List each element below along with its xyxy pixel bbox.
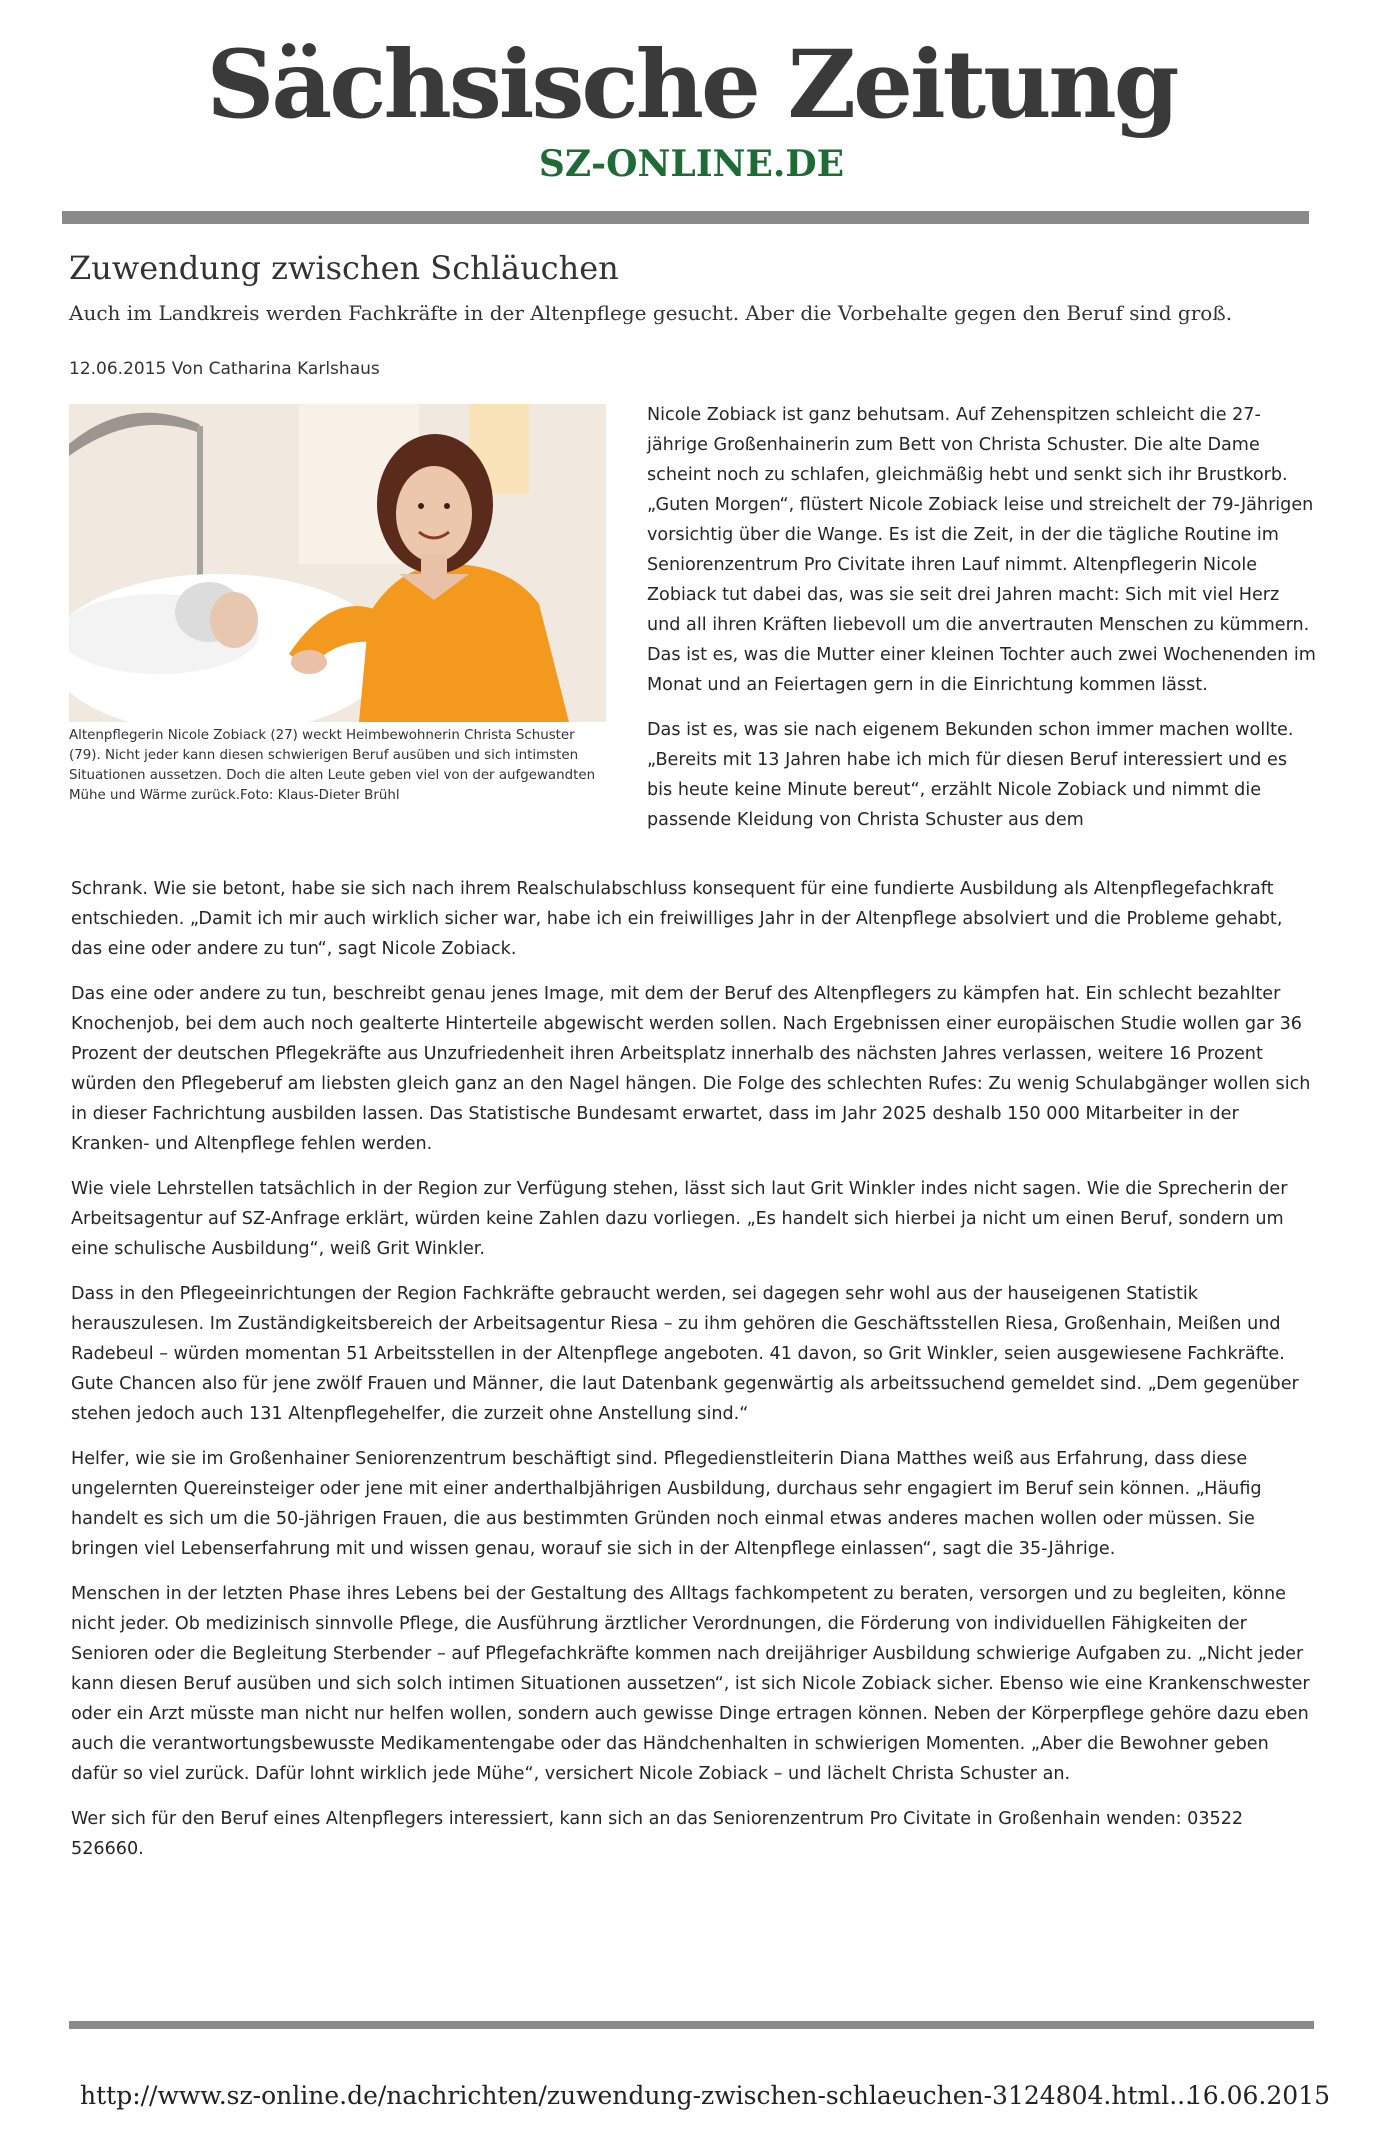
- footer-url[interactable]: http://www.sz-online.de/nachrichten/zuwendung-zwischen-schlaeuchen-3124804.html...: [80, 2081, 1194, 2110]
- article-paragraph: Das ist es, was sie nach eigenem Bekunden schon immer machen wollte. „Bereits mit 13 Jahren habe ich mich für diesen Beruf interessiert und es bis heute keine Minute bereut“, erzählt Nicole Zobiack und nimmt die passende Kleidung von Christa Schuster aus dem: [647, 720, 1294, 830]
- top-divider: [62, 211, 1309, 224]
- article-paragraph: Nicole Zobiack ist ganz behutsam. Auf Zehenspitzen schleicht die 27-jährige Großenhainerin zum Bett von Christa Schuster. Die alte Dame scheint noch zu schlafen, gleichmäßig hebt und senkt sich ihr Brustkorb. „Guten Morgen“, flüstert Nicole Zobiack leise und streichelt der 79-Jährigen vorsichtig über die Wange. Es ist die Zeit, in der die tägliche Routine im Seniorenzentrum Pro Civitate ihren Lauf nimmt. Altenpflegerin Nicole Zobiack tut dabei das, was sie seit drei Jahren macht: Sich mit viel Herz und all ihren Kräften liebevoll um die anvertrauten Menschen zu kümmern. Das ist es, was die Mutter einer kleinen Tochter auch zwei Wochenenden im Monat und an Feiertagen gern in die Einrichtung kommen lässt.: [647, 405, 1316, 695]
- article-headline: Zuwendung zwischen Schläuchen: [69, 249, 619, 287]
- article-paragraph: Schrank. Wie sie betont, habe sie sich nach ihrem Realschulabschluss konsequent für eine fundierte Ausbildung als Altenpflegefachkraft entschieden. „Damit ich mir auch wirklich sicher war, habe ich ein freiwilliges Jahr in der Altenpflege absolviert und die Probleme gehabt, das eine oder andere zu tun“, sagt Nicole Zobiack.: [71, 879, 1283, 959]
- print-footer: [80, 2080, 1330, 2112]
- bottom-divider: [69, 2021, 1314, 2029]
- article-body: [71, 874, 1319, 1879]
- article-paragraph: Helfer, wie sie im Großenhainer Seniorenzentrum beschäftigt sind. Pflegedienstleiterin Diana Matthes weiß aus Erfahrung, dass diese ungelernten Quereinsteiger oder jene mit einer anderthalbjährigen Ausbildung, durchaus sehr engagiert im Beruf sein können. „Häufig handelt es sich um die 50-jährigen Frauen, die aus bestimmten Gründen noch einmal etwas anderes machen wollen oder müssen. Sie bringen viel Lebenserfahrung mit und wissen genau, worauf sie sich in der Altenpflege einlassen“, sagt die 35-Jährige.: [71, 1449, 1262, 1559]
- masthead: [0, 30, 1383, 186]
- photo-illustration: [69, 404, 606, 722]
- article-paragraph: Dass in den Pflegeeinrichtungen der Region Fachkräfte gebraucht werden, sei dagegen sehr wohl aus der hauseigenen Statistik herauszulesen. Im Zuständigkeitsbereich der Arbeitsagentur Riesa – zu ihm gehören die Geschäftsstellen Riesa, Großenhain, Meißen und Radebeul – würden momentan 51 Arbeitsstellen in der Altenpflege angeboten. 41 davon, so Grit Winkler, seien ausgewiesene Fachkräfte. Gute Chancen also für jene zwölf Frauen und Männer, die laut Datenbank gegenwärtig als arbeitssuchend gemeldet sind. „Dem gegenüber stehen jedoch auch 131 Altenpflegehelfer, die zurzeit ohne Anstellung sind.“: [71, 1284, 1299, 1424]
- footer-date: 16.06.2015: [1186, 2081, 1330, 2110]
- article-paragraph: Menschen in der letzten Phase ihres Lebens bei der Gestaltung des Alltags fachkompetent zu beraten, versorgen und zu begleiten, könne nicht jeder. Ob medizinisch sinnvolle Pflege, die Ausführung ärztlicher Verordnungen, die Förderung von individuellen Fähigkeiten der Senioren oder die Begleitung Sterbender – auf Pflegefachkräfte kommen nach dreijähriger Ausbildung schwierige Aufgaben zu. „Nicht jeder kann diesen Beruf ausüben und sich solch intimen Situationen aussetzen“, ist sich Nicole Zobiack sicher. Ebenso wie eine Krankenschwester oder ein Arzt müsste man nicht nur helfen wollen, sondern auch gewisse Dinge ertragen können. Neben der Körperpflege gehöre dazu eben auch die verantwortungsbewusste Medikamentengabe oder das Händchenhalten in schwierigen Momenten. „Aber die Bewohner geben dafür so viel zurück. Dafür lohnt wirklich jede Mühe“, versichert Nicole Zobiack – und lächelt Christa Schuster an.: [71, 1584, 1310, 1784]
- article-photo: [69, 404, 606, 722]
- article-paragraph: Wie viele Lehrstellen tatsächlich in der Region zur Verfügung stehen, lässt sich laut Grit Winkler indes nicht sagen. Wie die Sprecherin der Arbeitsagentur auf SZ-Anfrage erklärt, würden keine Zahlen dazu vorliegen. „Es handelt sich hierbei ja nicht um einen Beruf, sondern um eine schulische Ausbildung“, weiß Grit Winkler.: [71, 1179, 1288, 1259]
- article-paragraph: Wer sich für den Beruf eines Altenpflegers interessiert, kann sich an das Seniorenzentrum Pro Civitate in Großenhain wenden: 03522 526660.: [71, 1809, 1244, 1859]
- photo-caption: Altenpflegerin Nicole Zobiack (27) weckt Heimbewohnerin Christa Schuster (79). Nicht jeder kann diesen schwierigen Beruf ausüben und sich intimsten Situationen aussetzen. Doch die alten Leute geben viel von der aufgewandten Mühe und Wärme zurück.Foto: Klaus-Dieter Brühl: [69, 728, 596, 803]
- newspaper-logo: Sächsische Zeitung: [206, 30, 1177, 140]
- article-column-right: [647, 400, 1317, 850]
- article-paragraph: Das eine oder andere zu tun, beschreibt genau jenes Image, mit dem der Beruf des Altenpflegers zu kämpfen hat. Ein schlecht bezahlter Knochenjob, bei dem auch noch gealterte Hinterteile abgewischt werden sollen. Nach Ergebnissen einer europäischen Studie wollen gar 36 Prozent der deutschen Pflegekräfte aus Unzufriedenheit ihren Arbeitsplatz innerhalb des nächsten Jahres verlassen, weitere 16 Prozent würden den Pflegeberuf am liebsten gleich ganz an den Nagel hängen. Die Folge des schlechten Rufes: Zu wenig Schulabgänger wollen sich in dieser Fachrichtung ausbilden lassen. Das Statistische Bundesamt erwartet, dass im Jahr 2025 deshalb 150 000 Mitarbeiter in der Kranken- und Altenpflege fehlen werden.: [71, 984, 1311, 1154]
- site-name: SZ-ONLINE.DE: [538, 143, 845, 185]
- article-byline: 12.06.2015 Von Catharina Karlshaus: [69, 359, 380, 379]
- article-subhead: Auch im Landkreis werden Fachkräfte in der Altenpflege gesucht. Aber die Vorbehalte gegen den Beruf sind groß.: [69, 301, 1233, 325]
